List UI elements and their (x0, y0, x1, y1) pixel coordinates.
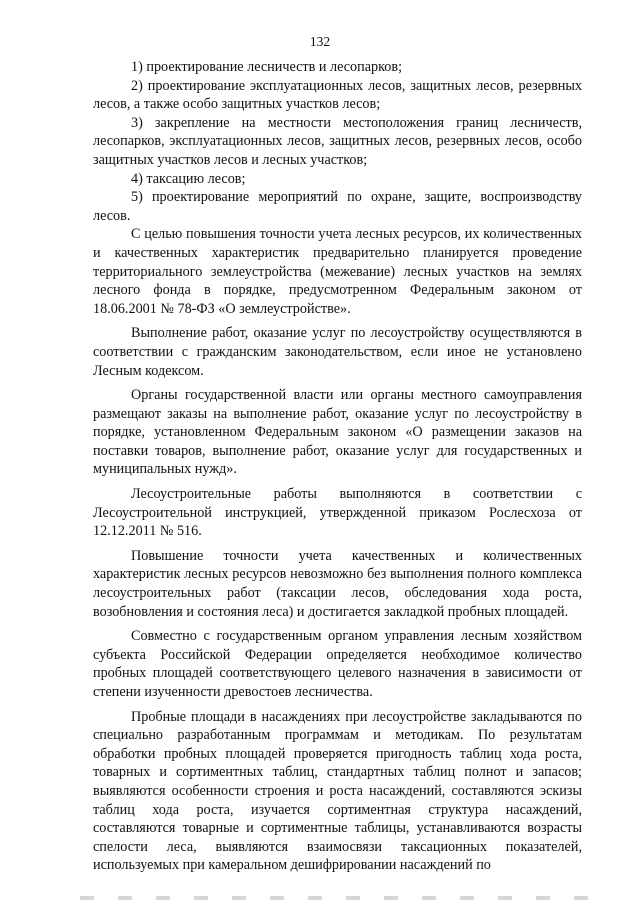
paragraph-4: 4) таксацию лесов; (131, 170, 246, 187)
page-number: 132 (309, 34, 331, 49)
paragraph-3: 3) закрепление на местности местоположения границ лесничеств, лесопарков, эксплуатационных лесов, защитных лесов, резервных лесов, особо защитных участков лесов и лесных участков; (93, 114, 582, 168)
paragraph-5: 5) проектирование мероприятий по охране, защите, воспроизводству лесов. (93, 189, 582, 224)
paragraph-2: 2) проектирование эксплуатационных лесов, защитных лесов, резервных лесов, а также особо защитных участков лесов; (93, 77, 582, 113)
paragraph-10: Повышение точности учета качественных и количественных характеристик лесных ресурсов невозможно без выполнения полного комплекса лесоустроительных работ (таксации лесов, обследования хода роста, возобновления и состояния леса) и достигается закладкой пробных площадей. (93, 547, 582, 620)
paragraph-1: 1) проектирование лесничеств и лесопарков; (131, 59, 403, 75)
paragraph-7: Выполнение работ, оказание услуг по лесоустройству осуществляются в соответствии с гражданским законодательством, если иное не установлено Лесным кодексом. (93, 325, 582, 379)
paragraph-9: Лесоустроительные работы выполняются в соответствии с Лесоустроительной инструкцией, утвержденной приказом Рослесхоза от 12.12.2011 № 516. (93, 486, 582, 540)
paragraph-11: Совместно с государственным органом управления лесным хозяйством субъекта Российской Федерации определяется необходимое количество пробных площадей соответствующего целевого назначения в зависимости от степени изученности древостоев лесничества. (93, 628, 582, 700)
paragraph-8: Органы государственной власти или органы местного самоуправления размещают заказы на выполнение работ, оказание услуг по лесоустройству в порядке, установленном Федеральным законом «О размещении заказов на поставки товаров, выполнение работ, оказание услуг для государственных и муниципальных нужд». (93, 387, 582, 478)
paragraph-12: Пробные площади в насаждениях при лесоустройстве закладываются по специально разработанным программам и методикам. По результатам обработки пробных площадей проверяется пригодность таблиц хода роста, товарных и сортиментных таблиц, стандартных таблиц полнот и запасов; выявляются особенности строения и роста насаждений, составляются эскизы таблиц хода роста, изучается сортиментная структура насаждений, составляются товарные и сортиментные таблицы, устанавливаются возрасты спелости леса, выявляются взаимосвязи таксационных показателей, используемых при камеральном дешифрировании насаждений по (93, 708, 582, 874)
paragraph-6: С целью повышения точности учета лесных ресурсов, их количественных и качественных характеристик предварительно планируется проведение территориального землеустройства (межевание) лесных участков на землях лесного фонда в порядке, предусмотренном Федеральным законом от 18.06.2001 № 78-ФЗ «О землеустройстве». (93, 226, 582, 317)
page-body (93, 58, 582, 875)
scan-artifact-line (80, 896, 600, 900)
